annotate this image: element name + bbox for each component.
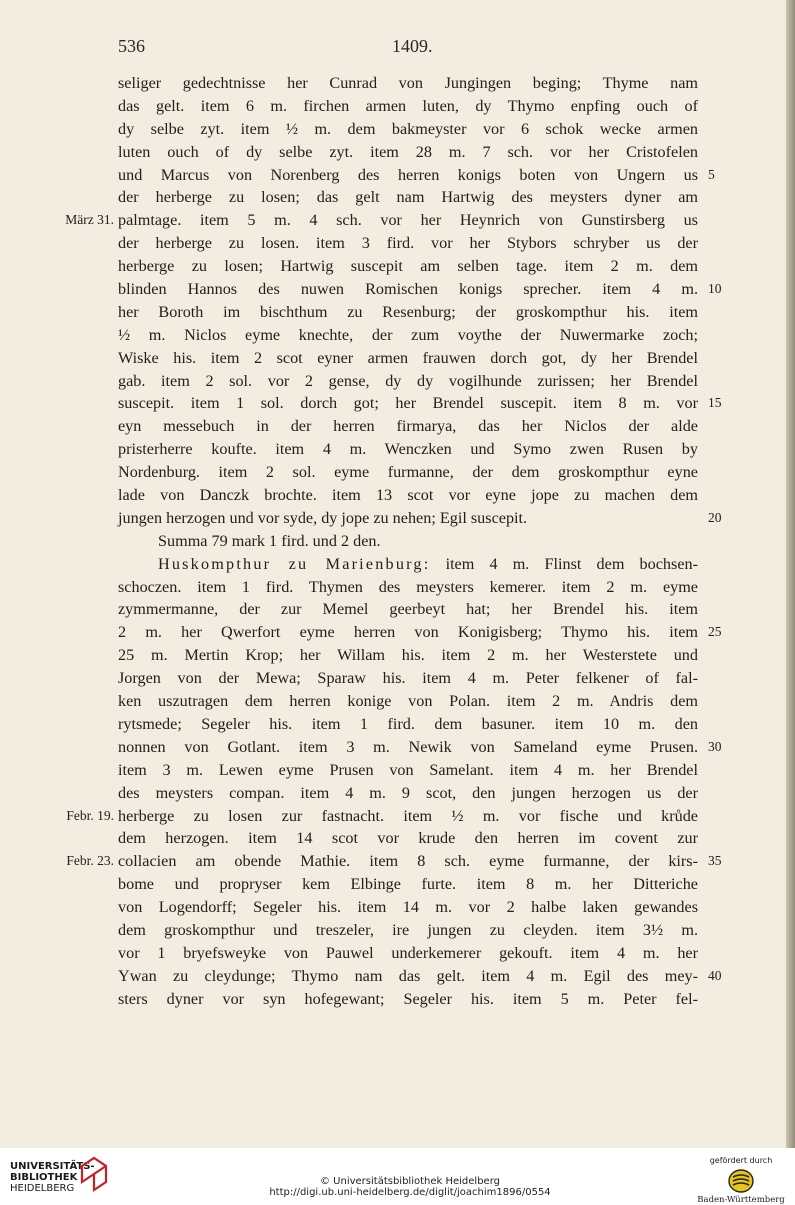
coat-of-arms-icon (726, 1168, 756, 1194)
line-text: ken uszutragen dem herren konige von Polan. item 2 m. Andris dem (118, 692, 698, 711)
line-text: herberge zu losen zur fastnacht. item ½ m. vor fische und krůde (118, 806, 698, 825)
line-text: seliger gedechtnisse her Cunrad von Jungingen beging; Thyme nam (118, 74, 698, 92)
line-number: 5 (708, 166, 715, 182)
text-line (118, 278, 722, 301)
text-line (118, 118, 698, 141)
line-text: luten ouch of dy selbe zyt. item 28 m. 7 sch. vor her Cristofelen (118, 142, 698, 161)
sponsor-label: gefördert durch (709, 1156, 773, 1165)
line-text: der herberge zu losen; das gelt nam Hartwig des meysters dyner am (118, 188, 698, 207)
text-line (118, 324, 698, 347)
text-line (118, 713, 698, 736)
line-text: rytsmede; Segeler his. item 1 fird. dem basuner. item 10 m. den (118, 714, 698, 733)
text-line (65, 209, 698, 232)
text-line (118, 186, 698, 209)
header-year: 1409. (392, 36, 433, 56)
library-logo-icon[interactable] (80, 1156, 110, 1198)
text-line (118, 95, 698, 118)
text-line (118, 919, 698, 942)
line-number: 20 (708, 509, 722, 525)
text-line (118, 530, 698, 553)
line-text: suscepit. item 1 sol. dorch got; her Brendel suscepit. item 8 m. vor (118, 394, 698, 413)
text-line (118, 644, 698, 667)
sponsor-block[interactable] (695, 1156, 787, 1205)
line-text: 25 m. Mertin Krop; her Willam his. item 2 m. her Westerstete und (118, 646, 698, 665)
library-name-line: HEIDELBERG (10, 1183, 75, 1194)
text-line (118, 942, 698, 965)
text-line (118, 301, 698, 324)
text-line (118, 873, 698, 896)
line-text: bome und propryser kem Elbinge furte. item 8 m. her Ditteriche (118, 875, 698, 894)
text-line (118, 72, 698, 95)
line-text: und Marcus von Norenberg des herren konigs boten von Ungern us (118, 165, 698, 184)
line-text: sters dyner vor syn hofegewant; Segeler his. item 5 m. Peter fel- (118, 989, 698, 1008)
line-text: Ywan zu cleydunge; Thymo nam das gelt. item 4 m. Egil des mey- (118, 966, 698, 985)
line-number: 10 (708, 281, 722, 297)
text-line (118, 347, 698, 370)
line-text: herberge zu losen; Hartwig suscepit am selben tage. item 2 m. dem (118, 257, 698, 276)
line-text: gab. item 2 sol. vor 2 gense, dy dy vogilhunde zurissen; her Brendel (118, 371, 698, 390)
text-line (118, 461, 698, 484)
line-text: das gelt. item 6 m. firchen armen luten, dy Thymo enpfing ouch of (118, 96, 698, 115)
text-line (118, 484, 698, 507)
text-line (118, 141, 698, 164)
text-line (118, 438, 698, 461)
section-heading: Huskompthur zu Marienburg: (158, 554, 431, 573)
line-text: her Boroth im bischthum zu Resenburg; der groskompthur his. item (118, 302, 698, 321)
line-text: dem herzogen. item 14 scot vor krude den herren im covent zur (118, 829, 698, 848)
page-number: 536 (118, 36, 145, 56)
text-line (118, 576, 698, 599)
line-text: blinden Hannos des nuwen Romischen konigs sprecher. item 4 m. (118, 280, 698, 299)
line-number: 40 (708, 967, 722, 983)
library-name-line: BIBLIOTHEK (10, 1172, 78, 1183)
text-line (118, 232, 698, 255)
line-text: item 4 m. Flinst dem bochsen- (430, 554, 698, 573)
line-text: Wiske his. item 2 scot eyner armen frauwen dorch got, dy her Brendel (118, 348, 698, 367)
body-text (65, 72, 722, 1011)
line-text: schoczen. item 1 fird. Thymen des meysters kemerer. item 2 m. eyme (118, 577, 698, 596)
text-line (66, 805, 698, 828)
text-line (118, 896, 698, 919)
line-text: 2 m. her Qwerfort eyme herren von Konigisberg; Thymo his. item (118, 623, 698, 642)
line-number: 15 (708, 395, 722, 411)
line-number: 30 (708, 738, 722, 754)
line-text: item 3 m. Lewen eyme Prusen von Samelant. item 4 m. her Brendel (118, 760, 698, 779)
line-text: ½ m. Niclos eyme knechte, der zum voythe der Nuwermarke zoch; (118, 325, 698, 344)
text-line (66, 850, 722, 873)
running-header (0, 36, 786, 60)
line-text: dem groskompthur und treszeler, ire jungen zu cleyden. item 3½ m. (118, 920, 698, 939)
margin-date: Febr. 23. (66, 853, 114, 869)
text-line (118, 392, 722, 415)
line-number: 35 (708, 853, 722, 869)
margin-date: Febr. 19. (66, 807, 114, 823)
line-text: dy selbe zyt. item ½ m. dem bakmeyster vor 6 schok wecke armen (118, 119, 698, 138)
text-line (118, 736, 722, 759)
text-line (118, 965, 722, 988)
text-line (118, 370, 698, 393)
line-text: vor 1 bryefsweyke von Pauwel underkemerer gekouft. item 4 m. her (118, 943, 698, 962)
library-name-line: UNIVERSITÄTS- (10, 1161, 95, 1172)
margin-date: März 31. (65, 212, 114, 228)
line-text: eyn messebuch in der herren firmarya, das her Niclos der alde (118, 417, 698, 436)
line-text: Summa 79 mark 1 fird. und 2 den. (158, 531, 381, 550)
copyright-block (200, 1176, 620, 1198)
line-text: Nordenburg. item 2 sol. eyme furmanne, der dem groskompthur eyne (118, 463, 698, 482)
sponsor-name: Baden-Württemberg (697, 1195, 785, 1205)
text-line (118, 553, 698, 576)
text-line (118, 164, 715, 187)
line-text: pristerherre koufte. item 4 m. Wenczken und Symo zwen Rusen by (118, 440, 698, 459)
text-line (118, 690, 698, 713)
text-line (118, 667, 698, 690)
line-text: lade von Danczk brochte. item 13 scot vor eyne jope zu machen dem (118, 486, 698, 505)
text-line (118, 621, 722, 644)
text-line (118, 598, 698, 621)
permalink[interactable]: http://digi.ub.uni-heidelberg.de/diglit/joachim1896/0554 (269, 1187, 551, 1198)
line-text: von Logendorff; Segeler his. item 14 m. vor 2 halbe laken gewandes (118, 898, 698, 917)
text-line (118, 759, 698, 782)
text-line (118, 988, 698, 1011)
line-text: collacien am obende Mathie. item 8 sch. eyme furmanne, der kirs- (118, 852, 698, 871)
text-line (118, 415, 698, 438)
text-line (118, 827, 698, 850)
footer (0, 1148, 795, 1205)
line-text: der herberge zu losen. item 3 fird. vor her Stybors schryber us der (118, 234, 698, 253)
line-text: zymmermanne, der zur Memel geerbeyt hat; her Brendel his. item (118, 600, 698, 619)
line-text: nonnen von Gotlant. item 3 m. Newik von Sameland eyme Prusen. (118, 737, 698, 756)
text-line (118, 255, 698, 278)
line-text: jungen herzogen und vor syde, dy jope zu nehen; Egil suscepit. (118, 508, 528, 527)
line-text: des meysters compan. item 4 m. 9 scot, den jungen herzogen us der (118, 783, 698, 802)
line-number: 25 (708, 624, 722, 640)
line-text: Jorgen von der Mewa; Sparaw his. item 4 m. Peter felkener of fal- (118, 669, 698, 688)
text-line (118, 507, 722, 530)
copyright-text: © Universitätsbibliothek Heidelberg (319, 1176, 500, 1187)
scan-edge (786, 0, 795, 1148)
text-line (118, 782, 698, 805)
line-text: palmtage. item 5 m. 4 sch. vor her Heynrich von Gunstirsberg us (118, 211, 698, 230)
